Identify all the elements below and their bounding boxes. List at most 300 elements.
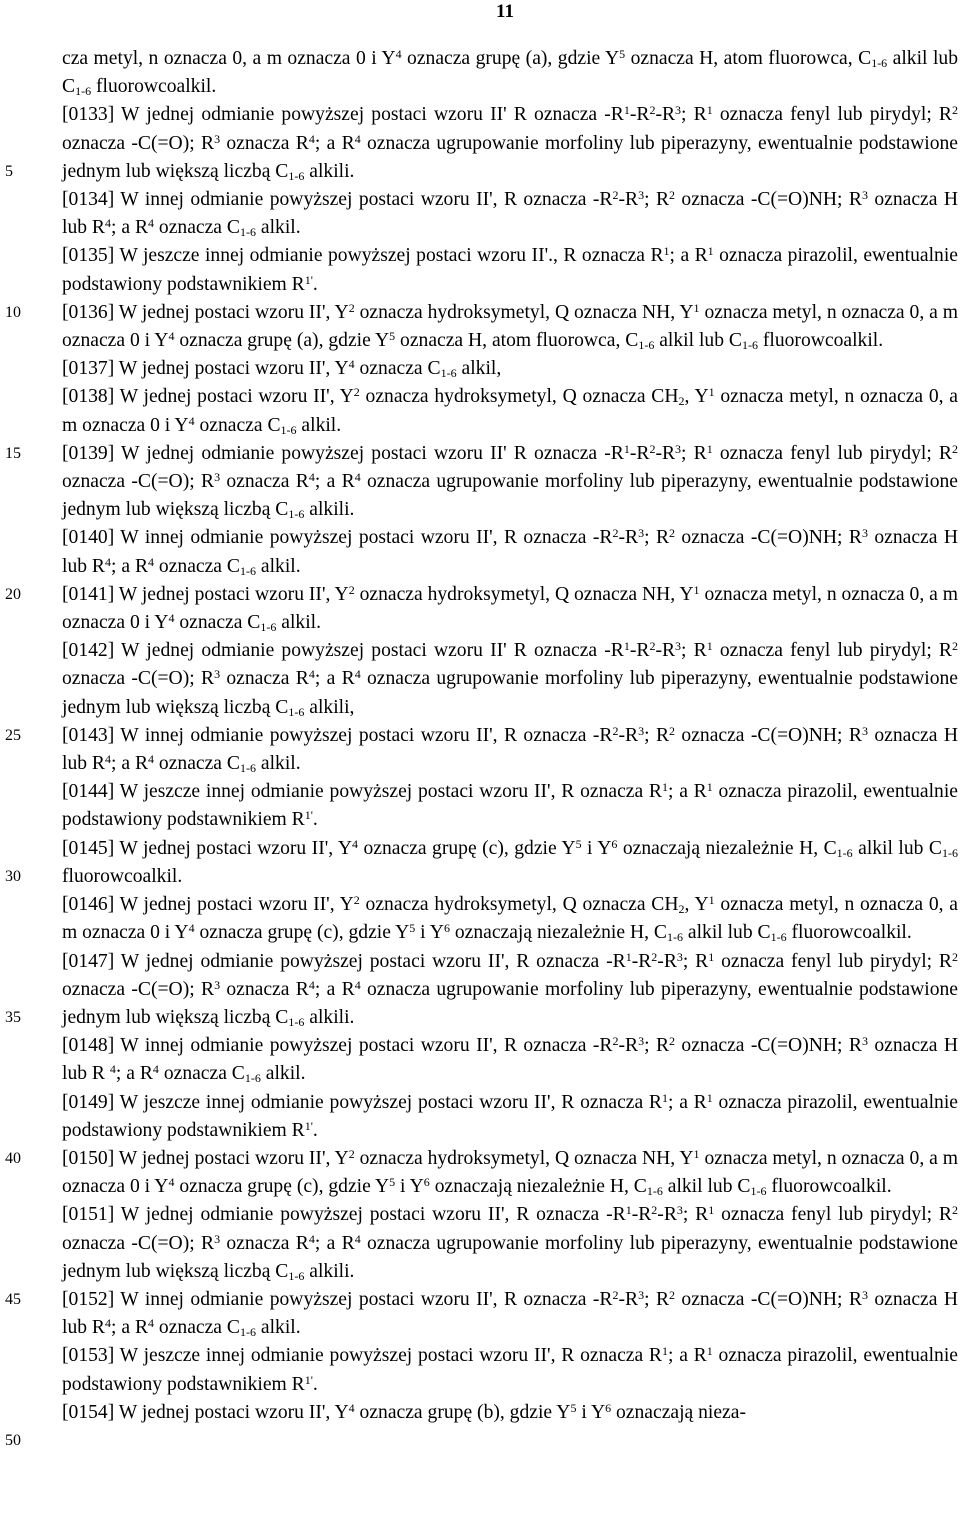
superscript: 4	[188, 921, 195, 936]
text-run: alkili.	[304, 499, 355, 521]
superscript: 4	[308, 1231, 315, 1246]
superscript: 2	[669, 526, 676, 541]
superscript: 1	[693, 582, 700, 597]
subscript: 1-6	[741, 338, 758, 353]
paragraph	[62, 1089, 958, 1145]
superscript: 4	[308, 977, 315, 992]
text-run: alkil lub C	[62, 48, 958, 98]
text-run: oznacza pirazolil, ewentualnie podstawiony podstawnikiem R	[62, 1091, 958, 1141]
superscript: 5	[389, 329, 396, 344]
text-run: oznacza metyl, n oznacza 0, a m oznacza 0 i Y	[62, 1147, 958, 1198]
subscript: 1-6	[288, 168, 305, 183]
text-run: -R	[629, 104, 650, 126]
text-run: ; a R	[668, 1091, 707, 1113]
text-run: ; a R	[314, 668, 355, 690]
text-run: oznacza hydroksymetyl, Q oznacza NH, Y	[354, 301, 694, 323]
superscript: 1	[708, 385, 715, 400]
text-run: ; a R	[111, 555, 149, 577]
text-run: , Y	[684, 386, 709, 408]
superscript: 4	[348, 357, 355, 372]
text-run: ; a R	[111, 217, 149, 239]
text-run: [0137] W jednej postaci wzoru II', Y	[62, 358, 349, 380]
text-run: oznacza grupę (a), gdzie Y	[174, 330, 390, 352]
superscript: 4	[168, 329, 175, 344]
text-run: alkil.	[260, 1063, 306, 1085]
subscript: 1-6	[288, 507, 305, 522]
superscript: 4	[188, 413, 195, 428]
subscript: 1-6	[871, 56, 888, 70]
line-number: 50	[5, 1432, 21, 1449]
text-run: oznacza C	[194, 414, 281, 436]
superscript: 4	[148, 216, 155, 231]
superscript: 4	[354, 470, 361, 485]
superscript: 3	[638, 1034, 645, 1049]
text-run: [0145] W jednej postaci wzoru II', Y	[62, 837, 353, 859]
superscript: 4	[105, 554, 112, 569]
superscript: 4	[105, 1316, 112, 1331]
superscript: 4	[308, 667, 315, 682]
text-run: [0139] W jednej odmianie powyższej postaci wzoru II' R oznacza -R	[62, 442, 624, 464]
text-run: fluorowcoalkil.	[62, 865, 183, 887]
text-run: oznacza R	[220, 132, 309, 154]
superscript: 1	[708, 893, 715, 908]
text-run: oznacza C	[154, 217, 240, 239]
superscript: 1	[708, 1203, 715, 1218]
text-run: oznacza -C(=O); R	[62, 471, 215, 493]
page-number: 11	[496, 1, 514, 22]
superscript: 1'	[304, 808, 313, 823]
text-run: oznacza R	[220, 978, 309, 1000]
text-run: oznacza hydroksymetyl, Q oznacza CH	[359, 386, 679, 408]
text-run: ; R	[644, 189, 670, 211]
text-run: -R	[629, 442, 650, 464]
superscript: 4	[308, 470, 315, 485]
text-run: oznacza metyl, n oznacza 0, a m oznacza 0 i Y	[62, 894, 958, 944]
text-run: oznaczają niezależnie H, C	[429, 1176, 647, 1198]
text-run: oznacza R	[220, 668, 309, 690]
superscript: 4	[148, 752, 155, 767]
text-run: fluorowcoalkil.	[766, 1176, 892, 1198]
superscript: 1	[662, 1090, 668, 1105]
text-run: oznacza H lub R	[62, 527, 958, 577]
text-run: alkili.	[304, 1260, 355, 1282]
superscript: 4	[148, 1316, 155, 1331]
text-run: alkili.	[304, 160, 355, 182]
superscript: 1	[625, 1203, 632, 1218]
line-number: 35	[5, 1009, 21, 1026]
text-run: oznacza ugrupowanie morfoliny lub piperazyny, ewentualnie podstawione jednym lub większą liczbą C	[62, 668, 959, 718]
text-run: ; a R	[668, 1345, 707, 1367]
subscript: 1-6	[646, 1184, 663, 1199]
text-run: [0152] W innej odmianie powyższej postaci wzoru II', R oznacza -R	[62, 1288, 613, 1310]
subscript: 1-6	[75, 84, 92, 99]
paragraph	[62, 778, 958, 834]
subscript: 2	[678, 394, 685, 409]
superscript: 1	[706, 639, 713, 654]
text-run: oznacza -C(=O)NH; R	[675, 1035, 862, 1057]
text-run: oznacza metyl, n oznacza 0, a m oznacza 0 i Y	[62, 386, 958, 436]
superscript: 4	[109, 1062, 116, 1077]
text-run: oznacza C	[174, 612, 261, 634]
text-run: fluorowcoalkil.	[757, 330, 884, 352]
text-run: [0151] W jednej odmianie powyższej postaci wzoru II', R oznacza -R	[62, 1204, 626, 1226]
subscript: 1-6	[836, 845, 853, 860]
superscript: 2	[952, 441, 958, 456]
text-run: oznacza hydroksymetyl, Q oznacza NH, Y	[354, 583, 694, 605]
text-run: oznacza fenyl lub pirydyl; R	[714, 950, 952, 972]
text-run: oznacza H lub R	[62, 1288, 958, 1339]
text-run: ; R	[682, 1204, 709, 1226]
paragraph	[62, 581, 958, 637]
superscript: 5	[389, 1175, 396, 1190]
superscript: 4	[152, 1062, 159, 1077]
line-number: 30	[5, 868, 21, 885]
text-run: oznacza R	[220, 1232, 309, 1254]
text-run: oznacza R	[220, 471, 309, 493]
text-run: oznacza -C(=O); R	[62, 668, 215, 690]
text-run: alkil lub C	[654, 330, 742, 352]
subscript: 1-6	[638, 338, 655, 353]
text-run: oznacza H lub R	[62, 1035, 958, 1085]
text-run: oznacza C	[154, 555, 240, 577]
line-number: 5	[5, 163, 13, 180]
line-number: 25	[5, 727, 21, 744]
text-run: alkili.	[304, 1006, 355, 1028]
text-run: oznacza fenyl lub pirydyl; R	[714, 1204, 952, 1226]
superscript: 3	[638, 188, 645, 203]
text-run: oznacza hydroksymetyl, Q oznacza NH, Y	[354, 1147, 694, 1169]
text-run: oznacza ugrupowanie morfoliny lub piperazyny, ewentualnie podstawione jednym lub większą liczbą C	[62, 1232, 959, 1282]
text-run: oznacza -C(=O); R	[62, 132, 215, 154]
text-run: ; a R	[668, 781, 707, 803]
text-run: oznacza -C(=O)NH; R	[675, 1288, 862, 1310]
superscript: 2	[612, 1287, 619, 1302]
text-run: -R	[618, 724, 639, 746]
text-run: alkil,	[456, 358, 502, 380]
text-run: -R	[629, 640, 650, 662]
superscript: 2	[353, 385, 360, 400]
superscript: 6	[611, 836, 618, 851]
text-run: oznacza C	[154, 753, 240, 775]
paragraph	[62, 891, 958, 947]
superscript: 4	[348, 1400, 355, 1415]
superscript: 3	[861, 1034, 868, 1049]
superscript: 6	[443, 921, 450, 936]
superscript: 3	[214, 667, 221, 682]
subscript: 2	[678, 902, 685, 917]
superscript: 3	[675, 441, 682, 456]
superscript: 4	[354, 1231, 361, 1246]
text-run: oznacza -C(=O); R	[62, 1232, 215, 1254]
text-run: oznacza metyl, n oznacza 0, a m oznacza 0 i Y	[62, 301, 958, 352]
subscript: 1-6	[239, 563, 256, 578]
text-run: oznacza fenyl lub pirydyl; R	[712, 442, 952, 464]
superscript: 3	[214, 1231, 221, 1246]
superscript: 1	[693, 300, 700, 315]
text-run: [0148] W innej odmianie powyższej postaci wzoru II', R oznacza -R	[62, 1035, 613, 1057]
superscript: 1	[662, 780, 668, 795]
line-number: 10	[5, 304, 21, 321]
text-run: alkil.	[255, 217, 301, 239]
text-run: cza metyl, n oznacza 0, a m oznacza 0 i Y	[62, 48, 396, 69]
subscript: 1-6	[280, 422, 297, 437]
superscript: 1	[706, 103, 713, 118]
text-run: ; a R	[111, 1317, 149, 1339]
text-run: ; R	[681, 442, 707, 464]
text-run: oznacza -C(=O)NH; R	[675, 724, 862, 746]
superscript: 3	[676, 1203, 683, 1218]
superscript: 3	[675, 639, 682, 654]
text-run: i Y	[415, 922, 444, 944]
text-run: alkil.	[255, 753, 301, 775]
superscript: 4	[352, 836, 359, 851]
text-run: ; a R	[314, 978, 355, 1000]
text-run: -R	[618, 1288, 639, 1310]
paragraph	[62, 355, 958, 383]
text-run: [0144] W jeszcze innej odmianie powyższej postaci wzoru II', R oznacza R	[62, 781, 662, 803]
superscript: 1	[623, 441, 630, 456]
text-run: -R	[657, 1204, 677, 1226]
superscript: 2	[348, 582, 355, 597]
text-run: oznacza metyl, n oznacza 0, a m oznacza 0 i Y	[62, 583, 958, 634]
text-run: oznacza grupę (b), gdzie Y	[354, 1401, 571, 1423]
text-run: [0143] W innej odmianie powyższej postaci wzoru II', R oznacza -R	[62, 724, 613, 746]
superscript: 3	[214, 470, 221, 485]
text-run: oznacza fenyl lub pirydyl; R	[712, 104, 952, 126]
subscript: 1-6	[288, 1014, 305, 1029]
text-run: oznacza C	[154, 1317, 240, 1339]
superscript: 1	[708, 949, 715, 964]
superscript: 4	[105, 752, 112, 767]
superscript: 1	[706, 1344, 713, 1359]
superscript: 2	[669, 1034, 676, 1049]
superscript: 1'	[304, 1372, 313, 1387]
text-run: i Y	[576, 1401, 606, 1423]
superscript: 5	[570, 1400, 577, 1415]
superscript: 3	[638, 723, 645, 738]
superscript: 1	[706, 1090, 713, 1105]
text-run: oznacza grupę (c), gdzie Y	[194, 922, 410, 944]
superscript: 4	[354, 667, 361, 682]
text-run: alkil.	[296, 414, 342, 436]
text-run: [0146] W jednej postaci wzoru II', Y	[62, 894, 354, 916]
superscript: 2	[651, 1203, 658, 1218]
line-number: 20	[5, 586, 21, 603]
superscript: 1	[693, 1146, 700, 1161]
superscript: 3	[676, 949, 683, 964]
text-run: -R	[618, 189, 639, 211]
text-run: -R	[655, 640, 676, 662]
text-run: oznacza H lub R	[62, 189, 958, 239]
text-run: ; R	[644, 1288, 670, 1310]
paragraph	[62, 1342, 958, 1398]
text-run: , Y	[684, 894, 709, 916]
subscript: 1-6	[666, 930, 683, 945]
text-run: ; a R	[314, 132, 355, 154]
superscript: 2	[612, 188, 619, 203]
text-run: ; a R	[111, 753, 149, 775]
line-number: 40	[5, 1150, 21, 1167]
text-run: oznacza ugrupowanie morfoliny lub piperazyny, ewentualnie podstawione jednym lub większą liczbą C	[62, 471, 959, 521]
text-run: .	[312, 809, 318, 831]
subscript: 1-6	[440, 366, 457, 381]
subscript: 1-6	[288, 704, 305, 719]
text-run: [0154] W jednej postaci wzoru II', Y	[62, 1401, 349, 1423]
text-run: oznacza -C(=O); R	[62, 978, 215, 1000]
text-run: i Y	[395, 1176, 424, 1198]
paragraph	[62, 1399, 958, 1427]
superscript: 2	[612, 526, 619, 541]
text-run: ; a R	[669, 245, 708, 267]
subscript: 1-6	[244, 1071, 261, 1086]
superscript: 3	[861, 1287, 868, 1302]
superscript: 3	[638, 1287, 645, 1302]
text-run: oznacza pirazolil, ewentualnie podstawiony podstawnikiem R	[62, 245, 958, 295]
text-run: alkil lub C	[662, 1176, 751, 1198]
paragraph	[62, 1201, 958, 1286]
text-run: alkil.	[255, 1317, 301, 1339]
superscript: 4	[354, 977, 361, 992]
superscript: 2	[353, 893, 360, 908]
superscript: 3	[861, 188, 868, 203]
subscript: 1-6	[260, 620, 277, 635]
superscript: 3	[861, 526, 868, 541]
text-run: [0153] W jeszcze innej odmianie powyższej postaci wzoru II', R oznacza R	[62, 1345, 662, 1367]
text-run: ; R	[682, 950, 709, 972]
superscript: 3	[675, 103, 682, 118]
paragraph	[62, 722, 958, 778]
superscript: 2	[952, 1203, 958, 1218]
paragraph	[62, 637, 958, 722]
superscript: 5	[619, 47, 626, 61]
text-run: ; R	[644, 527, 670, 549]
superscript: 2	[612, 723, 619, 738]
text-run: -R	[655, 442, 676, 464]
paragraph	[62, 383, 958, 439]
text-run: [0147] W jednej odmianie powyższej postaci wzoru II', R oznacza -R	[62, 950, 626, 972]
superscript: 2	[649, 103, 656, 118]
text-run: oznacza grupę (c), gdzie Y	[174, 1176, 390, 1198]
superscript: 2	[348, 1146, 355, 1161]
text-run: [0150] W jednej postaci wzoru II', Y	[62, 1147, 349, 1169]
text-run: oznacza H, atom fluorowca, C	[625, 48, 872, 69]
text-run: oznacza hydroksymetyl, Q oznacza CH	[359, 894, 679, 916]
text-run: oznaczają niezależnie H, C	[449, 922, 667, 944]
superscript: 2	[612, 1034, 619, 1049]
paragraph	[62, 948, 958, 1033]
line-number: 45	[5, 1291, 21, 1308]
superscript: 2	[669, 723, 676, 738]
superscript: 2	[651, 949, 658, 964]
text-run: alkil lub C	[852, 837, 942, 859]
text-run: fluorowcoalkil.	[786, 922, 912, 944]
text-run: oznacza H lub R	[62, 724, 958, 775]
text-run: oznacza grupę (a), gdzie Y	[401, 48, 620, 69]
superscript: 2	[649, 639, 656, 654]
text-run: -R	[618, 527, 639, 549]
text-run: oznacza C	[354, 358, 441, 380]
superscript: 5	[409, 921, 416, 936]
superscript: 3	[214, 977, 221, 992]
superscript: 1'	[304, 272, 313, 287]
text-run: oznacza H, atom fluorowca, C	[395, 330, 639, 352]
text-run: [0133] W jednej odmianie powyższej postaci wzoru II' R oznacza -R	[62, 104, 624, 126]
text-run: oznacza -C(=O)NH; R	[675, 189, 862, 211]
superscript: 4	[395, 47, 402, 61]
text-run: -R	[657, 950, 677, 972]
text-run: ; a R	[314, 471, 355, 493]
text-run: oznacza C	[158, 1063, 245, 1085]
superscript: 2	[649, 441, 656, 456]
text-run: oznacza ugrupowanie morfoliny lub piperazyny, ewentualnie podstawione jednym lub większą liczbą C	[62, 132, 959, 182]
superscript: 1	[623, 639, 630, 654]
paragraph	[62, 1032, 958, 1088]
subscript: 1-6	[288, 1268, 305, 1283]
text-run: [0135] W jeszcze innej odmianie powyższej postaci wzoru II'., R oznacza R	[62, 245, 664, 267]
superscript: 4	[168, 1175, 175, 1190]
text-run: alkili,	[304, 696, 355, 718]
superscript: 1	[662, 1344, 668, 1359]
superscript: 2	[669, 188, 676, 203]
superscript: 1'	[304, 1118, 313, 1133]
superscript: 1	[706, 780, 713, 795]
text-run: -R	[618, 1035, 639, 1057]
superscript: 1	[623, 103, 630, 118]
superscript: 4	[105, 216, 112, 231]
text-run: oznaczają nieza-	[611, 1401, 746, 1423]
text-run: .	[312, 1373, 318, 1395]
text-run: oznacza fenyl lub pirydyl; R	[712, 640, 952, 662]
superscript: 6	[423, 1175, 430, 1190]
subscript: 1-6	[750, 1184, 767, 1199]
paragraph	[62, 1145, 958, 1201]
paragraph	[62, 299, 958, 355]
text-run: .	[312, 273, 318, 295]
text-run: [0142] W jednej odmianie powyższej postaci wzoru II' R oznacza -R	[62, 640, 624, 662]
line-number: 15	[5, 445, 21, 462]
paragraph	[62, 242, 958, 298]
text-run: alkil.	[255, 555, 301, 577]
superscript: 2	[952, 103, 958, 118]
paragraph	[62, 101, 958, 186]
superscript: 1	[625, 949, 632, 964]
subscript: 1-6	[770, 930, 787, 945]
text-run: ; R	[681, 640, 707, 662]
superscript: 2	[952, 949, 958, 964]
text-run: .	[312, 1119, 318, 1141]
superscript: 2	[952, 639, 958, 654]
superscript: 3	[638, 526, 645, 541]
subscript: 1-6	[239, 225, 256, 240]
text-run: -R	[631, 1204, 652, 1226]
paragraph	[62, 45, 958, 101]
paragraph	[62, 524, 958, 580]
superscript: 4	[168, 611, 175, 626]
text-run: oznacza -C(=O)NH; R	[675, 527, 862, 549]
text-run: oznacza grupę (c), gdzie Y	[358, 837, 576, 859]
subscript: 1-6	[941, 845, 958, 860]
subscript: 1-6	[239, 1325, 256, 1340]
text-run: ; R	[644, 1035, 670, 1057]
superscript: 3	[214, 131, 221, 146]
paragraph	[62, 835, 958, 891]
text-run: -R	[631, 950, 652, 972]
superscript: 5	[575, 836, 582, 851]
text-run: fluorowcoalkil.	[91, 76, 217, 98]
text-run: ; R	[681, 104, 707, 126]
text-run: [0149] W jeszcze innej odmianie powyższej postaci wzoru II', R oznacza R	[62, 1091, 662, 1113]
text-run: ; a R	[115, 1063, 153, 1085]
